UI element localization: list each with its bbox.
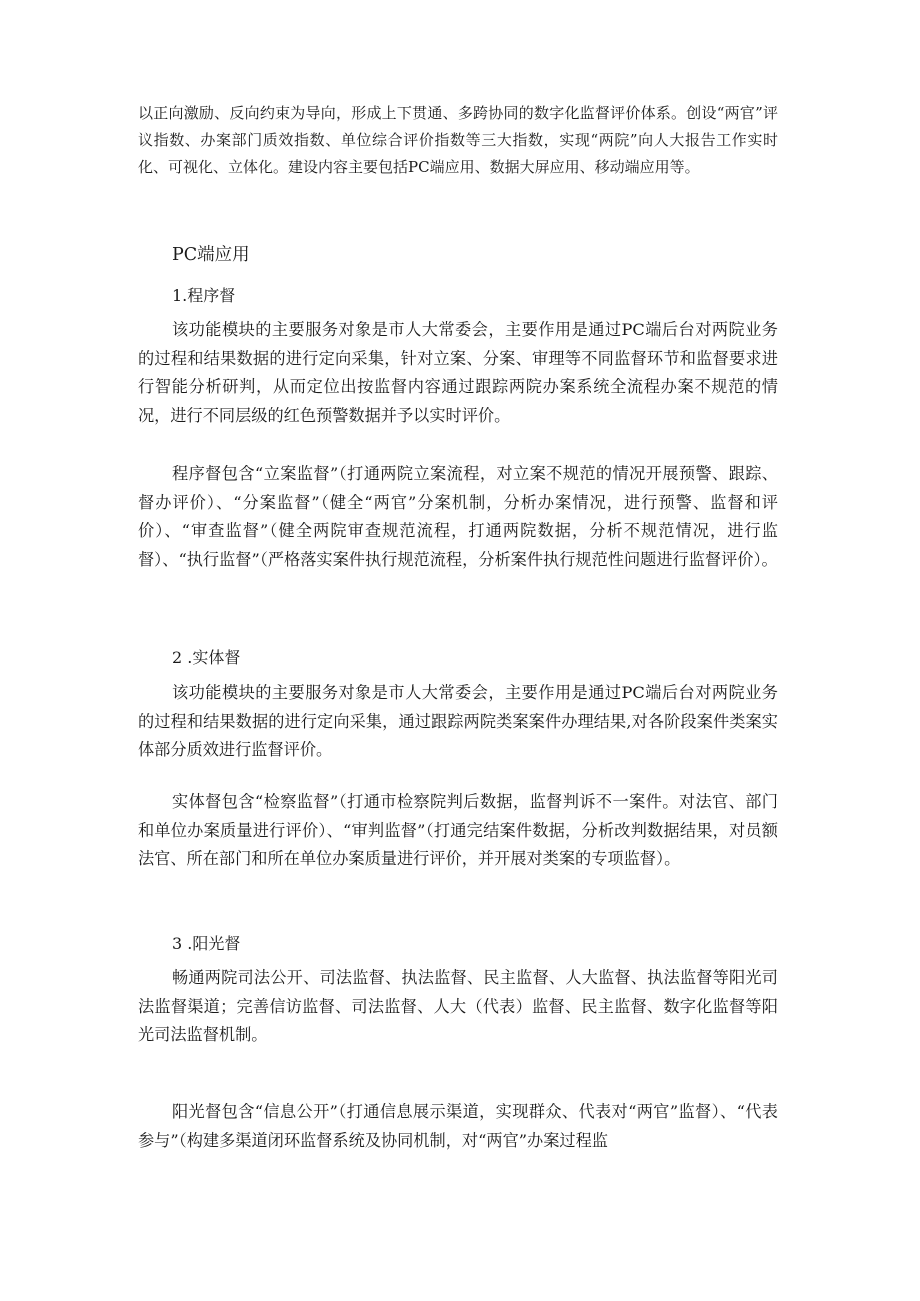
section-title: PC端应用 [172, 245, 250, 265]
intro-paragraph: 以正向激励、反向约束为导向，形成上下贯通、多跨协同的数字化监督评价体系。创设“两官”评议指数、办案部门质效指数、单位综合评价指数等三大指数，实现“两院”向人大报告工作实时化、可视化、立体化。建设内容主要包括PC端应用、数据大屏应用、移动端应用等。 [138, 104, 778, 176]
sunshine-paragraph-2: 阳光督包含“信息公开”（打通信息展示渠道，实现群众、代表对“两官”监督）、“代表参与”（构建多渠道闭环监督系统及协同机制，对“两官”办案过程监 [138, 1102, 778, 1150]
entity-paragraph-1: 该功能模块的主要服务对象是市人大常委会，主要作用是通过PC端后台对两院业务的过程和结果数据的进行定向采集，通过跟踪两院类案案件办理结果,对各阶段案件类案实体部分质效进行监督评价。 [138, 683, 778, 760]
procedure-paragraph-1: 该功能模块的主要服务对象是市人大常委会，主要作用是通过PC端后台对两院业务的过程和结果数据的进行定向采集，针对立案、分案、审理等不同监督环节和监督要求进行智能分析研判，从而定位出按监督内容通过跟踪两院办案系统全流程办案不规范的情况，进行不同层级的红色预警数据并予以实时评价。 [138, 320, 778, 425]
subsection-heading-entity: 2 .实体督 [172, 648, 241, 667]
procedure-paragraph-2: 程序督包含“立案监督”（打通两院立案流程，对立案不规范的情况开展预警、跟踪、督办评价）、“分案监督”（健全“两官”分案机制，分析办案情况，进行预警、监督和评价）、“审查监督”（健全两院审查规范流程，打通两院数据，分析不规范情况，进行监督）、“执行监督”（严格落实案件执行规范流程，分析案件执行规范性问题进行监督评价）。 [138, 464, 778, 569]
subsection-heading-sunshine: 3 .阳光督 [172, 934, 241, 953]
sunshine-paragraph-1: 畅通两院司法公开、司法监督、执法监督、民主监督、人大监督、执法监督等阳光司法监督渠道；完善信访监督、司法监督、人大（代表）监督、民主监督、数字化监督等阳光司法监督机制。 [138, 968, 778, 1045]
entity-paragraph-2: 实体督包含“检察监督”（打通市检察院判后数据，监督判诉不一案件。对法官、部门和单位办案质量进行评价）、“审判监督”（打通完结案件数据，分析改判数据结果，对员额法官、所在部门和所在单位办案质量进行评价，并开展对类案的专项监督）。 [138, 792, 778, 869]
subsection-heading-procedure: 1.程序督 [172, 286, 236, 305]
